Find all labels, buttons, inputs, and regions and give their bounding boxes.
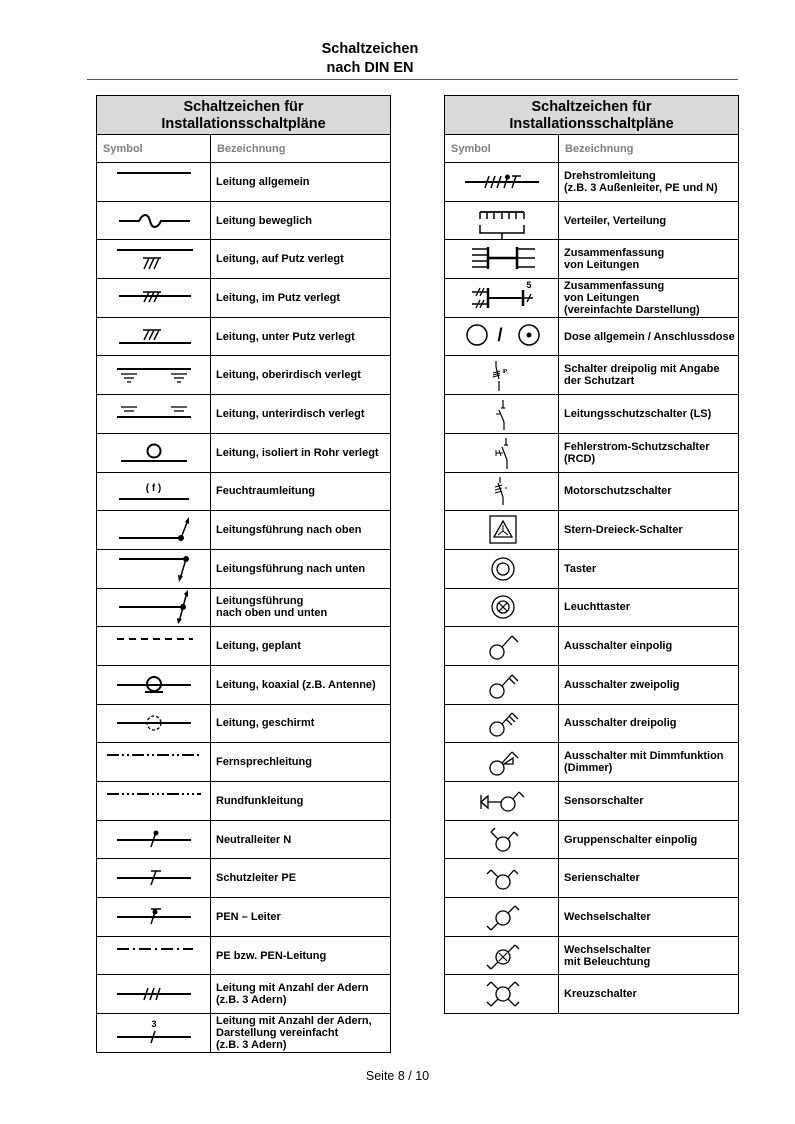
single-pole-switch-icon xyxy=(447,628,557,664)
row-description xyxy=(559,936,739,975)
table-row xyxy=(97,588,391,627)
description-line: Leitung mit Anzahl der Adern, xyxy=(216,1014,372,1027)
row-symbol xyxy=(97,163,211,202)
description-line: Leitung, oberirdisch verlegt xyxy=(216,369,361,382)
row-symbol xyxy=(445,395,559,434)
row-description xyxy=(211,549,391,588)
two-way-switch-lit-icon xyxy=(447,938,557,974)
row-description xyxy=(559,240,739,279)
row-symbol xyxy=(445,782,559,821)
damp-room-line-icon: ( f ) xyxy=(119,483,189,500)
row-description xyxy=(211,936,391,975)
table-row xyxy=(445,936,739,975)
table-row xyxy=(445,665,739,704)
row-description xyxy=(559,743,739,782)
description-line: Ausschalter mit Dimmfunktion xyxy=(564,750,724,763)
description-line: mit Beleuchtung xyxy=(564,955,651,968)
row-symbol xyxy=(97,317,211,356)
two-way-switch-icon xyxy=(447,899,557,935)
description-line: Schutzleiter PE xyxy=(216,872,297,885)
row-symbol xyxy=(445,975,559,1014)
line-general-icon xyxy=(99,164,209,200)
table-row xyxy=(97,240,391,279)
row-symbol xyxy=(445,820,559,859)
broadcast-line-icon xyxy=(99,783,209,819)
row-description xyxy=(211,279,391,318)
line-coaxial-icon xyxy=(99,667,209,703)
protective-conductor-icon xyxy=(99,860,209,896)
line-wire-count-icon xyxy=(99,976,209,1012)
table-row xyxy=(97,163,391,202)
row-description xyxy=(559,704,739,743)
pe-pen-line-icon xyxy=(99,938,209,974)
table-row xyxy=(97,782,391,821)
row-description xyxy=(211,859,391,898)
star-delta-switch-icon xyxy=(447,512,557,548)
row-description xyxy=(559,433,739,472)
row-symbol xyxy=(97,511,211,550)
row-description xyxy=(211,511,391,550)
row-symbol xyxy=(445,859,559,898)
description-line: nach oben und unten xyxy=(216,607,328,620)
table-row xyxy=(445,201,739,240)
description-line: Ausschalter einpolig xyxy=(564,640,673,653)
table-row xyxy=(445,240,739,279)
description-line: Rundfunkleitung xyxy=(216,794,304,807)
table-row xyxy=(97,898,391,937)
table-row xyxy=(445,317,739,356)
row-description xyxy=(211,240,391,279)
row-description xyxy=(211,975,391,1014)
description-line: Kreuzschalter xyxy=(564,988,637,1001)
circuit-breaker-icon xyxy=(447,396,557,432)
row-symbol xyxy=(97,782,211,821)
description-line: Motorschutzschalter xyxy=(564,485,672,498)
description-line: Ausschalter zweipolig xyxy=(564,678,680,691)
row-symbol xyxy=(97,665,211,704)
right-symbol-table xyxy=(444,95,739,1014)
row-description xyxy=(559,279,739,318)
page-number: Seite 8 / 10 xyxy=(365,1069,430,1083)
description-line: Leitung, koaxial (z.B. Antenne) xyxy=(216,678,376,691)
line-routing-up-icon xyxy=(99,512,209,548)
row-symbol xyxy=(445,163,559,202)
row-symbol xyxy=(445,898,559,937)
line-routing-up-down-icon xyxy=(99,589,209,625)
row-description xyxy=(559,549,739,588)
table-row xyxy=(445,395,739,434)
row-description xyxy=(211,163,391,202)
right-table-header xyxy=(445,96,739,135)
line-wire-count-simplified-icon: 3 xyxy=(99,1015,209,1051)
left-header-line-2: Installationsschaltpläne xyxy=(161,115,326,132)
description-line: (z.B. 3 Außenleiter, PE und N) xyxy=(564,181,718,194)
row-description xyxy=(559,820,739,859)
row-symbol xyxy=(97,743,211,782)
right-col-description: Bezeichnung xyxy=(559,135,739,163)
neutral-conductor-icon xyxy=(99,822,209,858)
table-row xyxy=(445,743,739,782)
pen-conductor-icon xyxy=(99,899,209,935)
row-symbol xyxy=(97,356,211,395)
table-row xyxy=(445,975,739,1014)
description-line: Fernsprechleitung xyxy=(216,756,312,769)
left-col-symbol: Symbol xyxy=(97,135,211,163)
distributor-icon xyxy=(447,203,557,239)
table-row xyxy=(445,820,739,859)
description-line: Leitungsschutzschalter (LS) xyxy=(564,407,712,420)
description-line: Serienschalter xyxy=(564,872,640,885)
table-row xyxy=(445,356,739,395)
row-description xyxy=(211,472,391,511)
table-row xyxy=(445,279,739,318)
description-line: Leitungsführung xyxy=(216,595,304,608)
row-symbol xyxy=(445,588,559,627)
right-header-line-2: Installationsschaltpläne xyxy=(509,115,674,132)
line-flexible-icon xyxy=(99,203,209,239)
table-row xyxy=(445,782,739,821)
row-description xyxy=(559,975,739,1014)
description-line: Verteiler, Verteilung xyxy=(564,214,667,227)
table-row xyxy=(97,936,391,975)
table-row xyxy=(97,395,391,434)
row-symbol xyxy=(445,472,559,511)
rcd-icon xyxy=(447,435,557,471)
description-line: (Dimmer) xyxy=(564,762,613,775)
table-row xyxy=(97,1014,391,1053)
row-description xyxy=(559,782,739,821)
table-row xyxy=(445,859,739,898)
description-line: Leitung, auf Putz verlegt xyxy=(216,253,344,266)
telephone-line-icon xyxy=(99,744,209,780)
description-line: (z.B. 3 Adern) xyxy=(216,994,287,1007)
table-row xyxy=(445,511,739,550)
line-routing-down-icon xyxy=(99,551,209,587)
description-line: Zusammenfassung xyxy=(564,279,665,292)
description-line: Darstellung vereinfacht xyxy=(216,1026,339,1039)
description-line: (vereinfachte Darstellung) xyxy=(564,303,700,316)
row-description xyxy=(559,859,739,898)
row-symbol xyxy=(97,627,211,666)
line-under-plaster-icon xyxy=(99,319,209,355)
line-in-conduit-icon xyxy=(99,435,209,471)
table-row xyxy=(97,627,391,666)
table-row xyxy=(445,549,739,588)
row-symbol xyxy=(97,472,211,511)
intermediate-switch-icon xyxy=(447,976,557,1012)
table-row xyxy=(97,743,391,782)
row-description xyxy=(559,356,739,395)
row-description xyxy=(211,395,391,434)
row-description xyxy=(559,317,739,356)
description-line: Leitung, unterirdisch verlegt xyxy=(216,407,365,420)
document-title-line-1: Schaltzeichen xyxy=(321,41,419,57)
push-button-icon xyxy=(447,551,557,587)
row-description xyxy=(559,588,739,627)
line-shielded-icon xyxy=(99,705,209,741)
row-symbol xyxy=(445,511,559,550)
description-line: Drehstromleitung xyxy=(564,169,656,182)
illuminated-push-button-icon xyxy=(447,589,557,625)
series-switch-icon xyxy=(447,860,557,896)
description-line: Neutralleiter N xyxy=(216,833,292,846)
table-row xyxy=(445,163,739,202)
row-description xyxy=(559,472,739,511)
table-row xyxy=(445,704,739,743)
description-line: Dose allgemein / Anschlussdose xyxy=(564,330,735,343)
table-row xyxy=(97,975,391,1014)
table-row xyxy=(97,704,391,743)
description-line: Sensorschalter xyxy=(564,794,644,807)
description-line: Leitung allgemein xyxy=(216,175,310,188)
table-row xyxy=(97,317,391,356)
description-line: Leitung, geplant xyxy=(216,640,301,653)
row-symbol xyxy=(97,936,211,975)
description-line: PE bzw. PEN-Leitung xyxy=(216,949,327,962)
row-description xyxy=(559,201,739,240)
row-symbol xyxy=(97,975,211,1014)
left-table-header xyxy=(97,96,391,135)
table-row xyxy=(97,859,391,898)
row-description xyxy=(211,665,391,704)
row-symbol xyxy=(97,201,211,240)
table-row xyxy=(97,665,391,704)
description-line: von Leitungen xyxy=(564,291,640,304)
row-description xyxy=(559,163,739,202)
row-description xyxy=(211,704,391,743)
row-description xyxy=(559,395,739,434)
table-row xyxy=(445,433,739,472)
row-symbol xyxy=(445,549,559,588)
description-line: Leitung, unter Putz verlegt xyxy=(216,330,355,343)
table-row xyxy=(97,201,391,240)
row-symbol xyxy=(97,859,211,898)
description-line: Leitung mit Anzahl der Adern xyxy=(216,982,369,995)
left-header-line-1: Schaltzeichen für xyxy=(183,98,304,115)
row-description xyxy=(211,743,391,782)
document-title-line-2: nach DIN EN xyxy=(326,60,414,76)
description-line: Leuchttaster xyxy=(564,601,631,614)
description-line: (z.B. 3 Adern) xyxy=(216,1038,287,1051)
table-row xyxy=(97,820,391,859)
description-line: Leitung, geschirmt xyxy=(216,717,315,730)
table-row xyxy=(445,588,739,627)
two-pole-switch-icon xyxy=(447,667,557,703)
row-description xyxy=(559,627,739,666)
three-pole-off-switch-icon xyxy=(447,705,557,741)
row-symbol xyxy=(445,317,559,356)
table-row xyxy=(445,898,739,937)
row-symbol xyxy=(97,240,211,279)
row-symbol xyxy=(97,549,211,588)
description-line: PEN – Leiter xyxy=(216,910,281,923)
row-description xyxy=(211,820,391,859)
description-line: der Schutzart xyxy=(564,375,635,388)
row-description xyxy=(211,356,391,395)
line-underground-icon xyxy=(99,396,209,432)
line-on-plaster-icon xyxy=(99,241,209,277)
description-line: Leitungsführung nach oben xyxy=(216,524,362,537)
description-line: Leitung, im Putz verlegt xyxy=(216,291,341,304)
row-description xyxy=(211,201,391,240)
row-symbol xyxy=(445,201,559,240)
row-description xyxy=(559,665,739,704)
description-line: Schalter dreipolig mit Angabe xyxy=(564,363,720,376)
row-symbol xyxy=(97,395,211,434)
row-description xyxy=(559,898,739,937)
row-symbol xyxy=(445,627,559,666)
row-symbol xyxy=(445,936,559,975)
row-symbol xyxy=(97,898,211,937)
row-description xyxy=(211,317,391,356)
table-row xyxy=(445,472,739,511)
description-line: Fehlerstrom-Schutzschalter xyxy=(564,440,710,453)
right-col-symbol: Symbol xyxy=(445,135,559,163)
title-divider xyxy=(87,79,738,80)
row-symbol xyxy=(445,665,559,704)
table-row xyxy=(97,356,391,395)
row-symbol xyxy=(97,588,211,627)
description-line: Taster xyxy=(564,562,597,575)
row-symbol xyxy=(97,704,211,743)
row-symbol xyxy=(445,356,559,395)
line-bundle-icon xyxy=(447,241,557,277)
row-description xyxy=(211,782,391,821)
row-description xyxy=(559,511,739,550)
row-symbol xyxy=(97,433,211,472)
description-line: Gruppenschalter einpolig xyxy=(564,833,698,846)
left-col-description: Bezeichnung xyxy=(211,135,391,163)
description-line: Stern-Dreieck-Schalter xyxy=(564,524,683,537)
dimmer-switch-icon xyxy=(447,744,557,780)
row-symbol xyxy=(445,433,559,472)
socket-outlet-icon: / xyxy=(447,319,557,355)
line-bundle-simplified-icon: 5 xyxy=(447,280,557,316)
sensor-switch-icon xyxy=(447,783,557,819)
row-symbol xyxy=(445,704,559,743)
row-symbol xyxy=(97,820,211,859)
table-row xyxy=(97,472,391,511)
table-row xyxy=(97,549,391,588)
table-row xyxy=(445,627,739,666)
description-line: Wechselschalter xyxy=(564,910,651,923)
left-symbol-table xyxy=(96,95,391,1053)
row-symbol xyxy=(97,1014,211,1053)
description-line: Wechselschalter xyxy=(564,943,651,956)
description-line: Feuchtraumleitung xyxy=(216,485,316,498)
line-overground-icon xyxy=(99,357,209,393)
row-description xyxy=(211,898,391,937)
table-row xyxy=(97,279,391,318)
row-description xyxy=(211,433,391,472)
three-pole-switch-icon: IP xyxy=(447,357,557,393)
description-line: Ausschalter dreipolig xyxy=(564,717,677,730)
line-in-plaster-icon xyxy=(99,280,209,316)
row-description xyxy=(211,1014,391,1053)
row-symbol xyxy=(97,279,211,318)
description-line: Zusammenfassung xyxy=(564,247,665,260)
row-description xyxy=(211,588,391,627)
description-line: Leitungsführung nach unten xyxy=(216,562,366,575)
three-phase-line-icon xyxy=(447,164,557,200)
row-symbol xyxy=(445,743,559,782)
group-switch-icon xyxy=(447,822,557,858)
table-row xyxy=(97,433,391,472)
row-symbol xyxy=(445,240,559,279)
description-line: von Leitungen xyxy=(564,259,640,272)
right-header-line-1: Schaltzeichen für xyxy=(531,98,652,115)
description-line: Leitung, isoliert in Rohr verlegt xyxy=(216,446,379,459)
motor-protection-switch-icon xyxy=(447,473,557,509)
description-line: (RCD) xyxy=(564,452,596,465)
line-planned-icon xyxy=(99,628,209,664)
row-description xyxy=(211,627,391,666)
table-row xyxy=(97,511,391,550)
row-symbol xyxy=(445,279,559,318)
description-line: Leitung beweglich xyxy=(216,214,312,227)
